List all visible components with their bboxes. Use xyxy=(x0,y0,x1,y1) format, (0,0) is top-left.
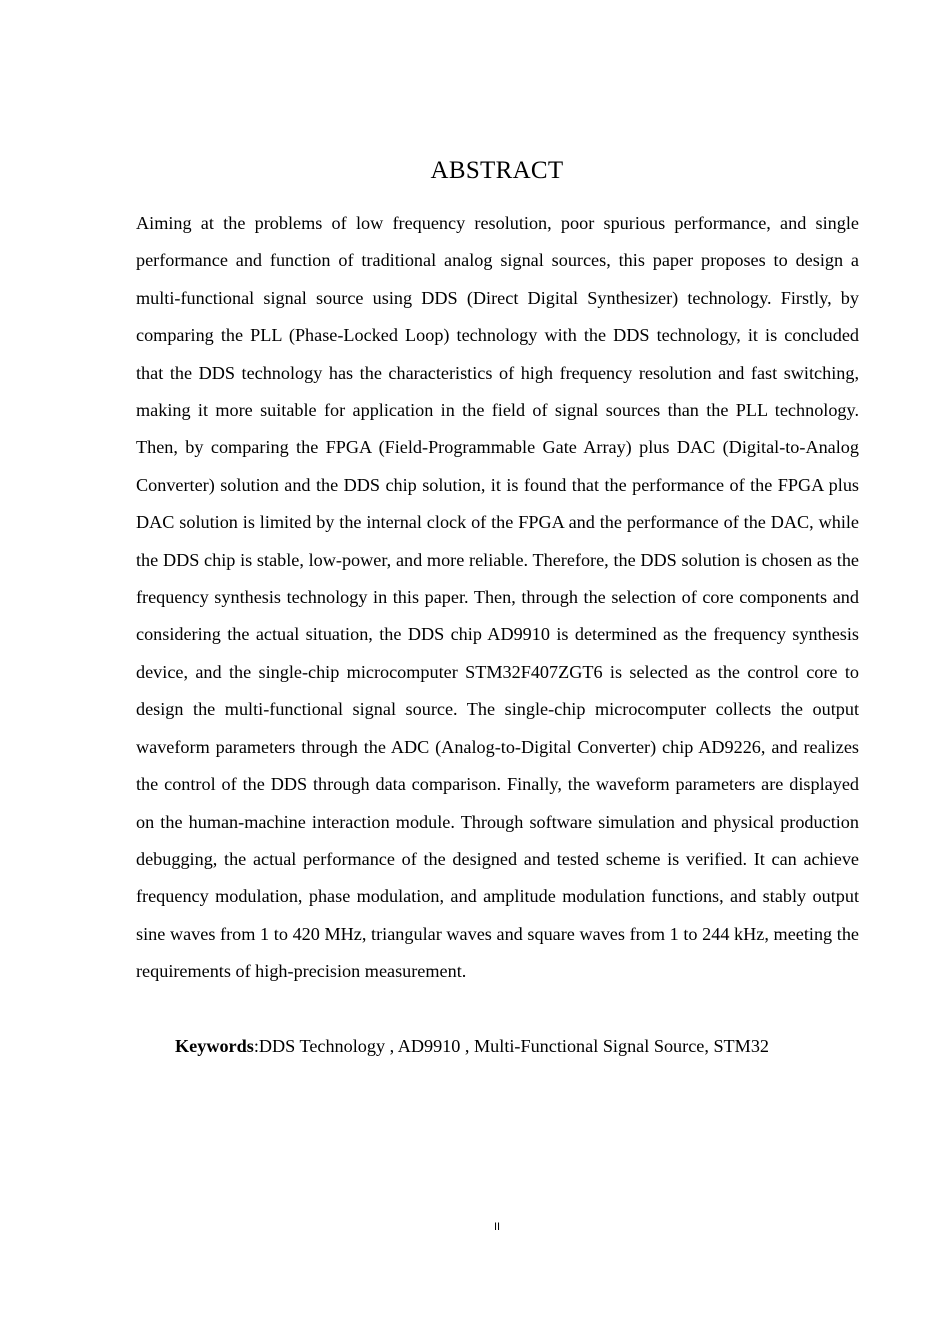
keywords-separator: : xyxy=(253,1036,259,1056)
keywords-label: Keywords xyxy=(175,1036,254,1056)
page-number: II xyxy=(493,1221,501,1233)
keywords-line xyxy=(175,1028,865,1065)
abstract-heading: ABSTRACT xyxy=(430,157,564,184)
abstract-body: Aiming at the problems of low frequency resolution, poor spurious performance, and single performance and function of traditional analog signal sources, this paper proposes to design a multi-functional signal source using DDS (Direct Digital Synthesizer) technology. Firstly, by comparing the PLL (Phase-Locked Loop) technology with the DDS technology, it is concluded that the DDS technology has the characteristics of high frequency resolution and fast switching, making it more suitable for application in the field of signal sources than the PLL technology. Then, by comparing the FPGA (Field-Programmable Gate Array) plus DAC (Digital-to-Analog Converter) solution and the DDS chip solution, it is found that the performance of the FPGA plus DAC solution is limited by the internal clock of the FPGA and the performance of the DAC, while the DDS chip is stable, low-power, and more reliable. Therefore, the DDS solution is chosen as the frequency synthesis technology in this paper. Then, through the selection of core components and considering the actual situation, the DDS chip AD9910 is determined as the frequency synthesis device, and the single-chip microcomputer STM32F407ZGT6 is selected as the control core to design the multi-functional signal source. The single-chip microcomputer collects the output waveform parameters through the ADC (Analog-to-Digital Converter) chip AD9226, and realizes the control of the DDS through data comparison. Finally, the waveform parameters are displayed on the human-machine interaction module. Through software simulation and physical production debugging, the actual performance of the designed and tested scheme is verified. It can achieve frequency modulation, phase modulation, and amplitude modulation functions, and stably output sine waves from 1 to 420 MHz, triangular waves and square waves from 1 to 244 kHz, meeting the requirements of high-precision measurement. xyxy=(136,213,859,982)
keywords-value: DDS Technology , AD9910 , Multi-Functional Signal Source, STM32 xyxy=(258,1036,770,1056)
